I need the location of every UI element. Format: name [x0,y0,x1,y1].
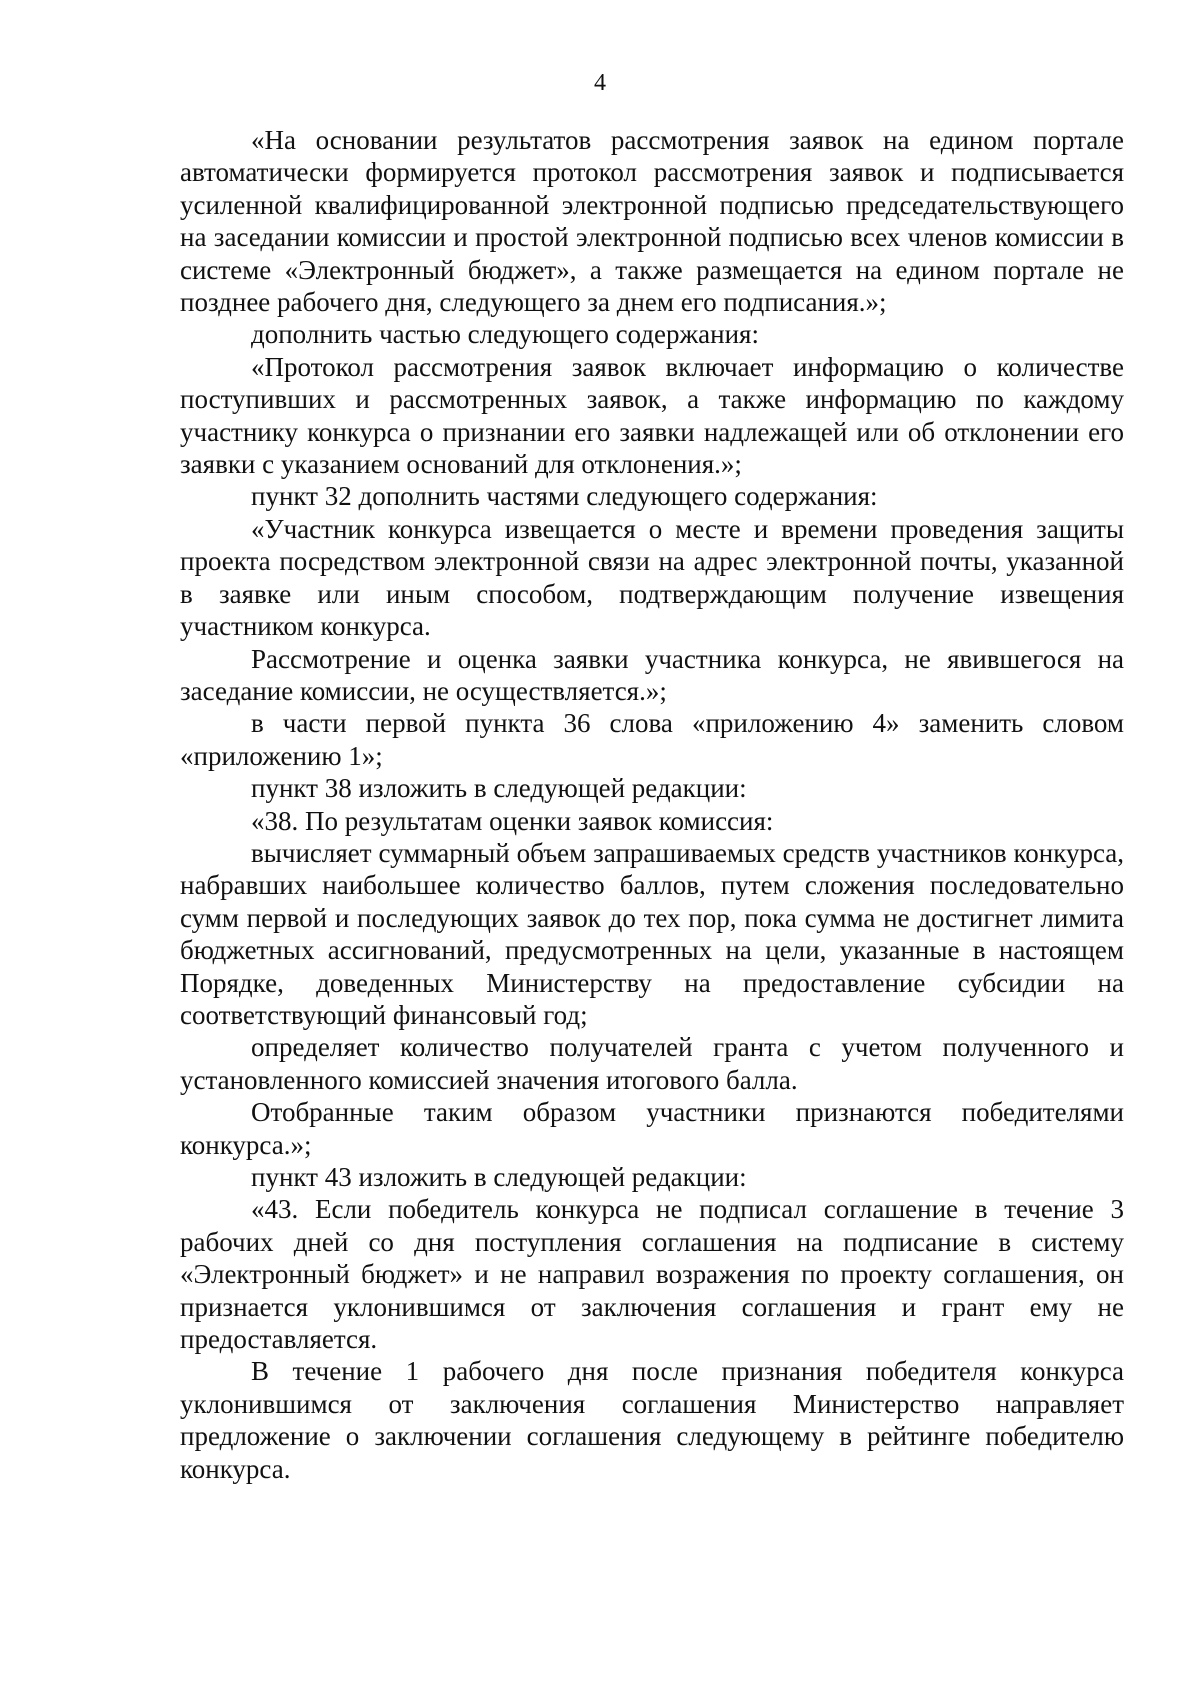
paragraph-next-winner: В течение 1 рабочего дня после признания победителя конкурса уклонившимся от заключения соглашения Министерство направляет предложение о заключении соглашения следующему в рейтинге победителю конкурса. [180,1356,1124,1484]
paragraph-calculation: вычисляет суммарный объем запрашиваемых средств участников конкурса, набравших наибольшее количество баллов, путем сложения последовательно сумм первой и последующих заявок до тех пор, пока сумма не достигнет лимита бюджетных ассигнований, предусмотренных на цели, указанные в настоящем Порядке, доведенных Министерству на предоставление субсидии на соответствующий финансовый год; [180,837,1124,1030]
paragraph-item-38-intro: пункт 38 изложить в следующей редакции: [251,773,747,804]
paragraph-item-38-heading: «38. По результатам оценки заявок комиссия: [251,805,774,836]
paragraph-no-show: Рассмотрение и оценка заявки участника конкурса, не явившегося на заседание комиссии, не осуществляется.»; [180,643,1124,706]
paragraph-add-part: дополнить частью следующего содержания: [251,319,759,350]
paragraph-protocol-signing: «На основании результатов рассмотрения заявок на едином портале автоматически формируется протокол рассмотрения заявок и подписывается усиленной квалифицированной электронной подписью председательствующего на заседании комиссии и простой электронной подписью всех членов комиссии в системе «Электронный бюджет», а также размещается на едином портале не позднее рабочего дня, следующего за днем его подписания.»; [180,125,1124,318]
paragraph-item-32: пункт 32 дополнить частями следующего содержания: [251,481,878,512]
paragraph-item-43-intro: пункт 43 изложить в следующей редакции: [251,1162,747,1192]
paragraph-recipients-count: определяет количество получателей гранта с учетом полученного и установленного комиссией значения итогового балла. [180,1032,1124,1095]
paragraph-protocol-contents: «Протокол рассмотрения заявок включает информацию о количестве поступивших и рассмотренных заявок, а также информацию по каждому участнику конкурса о признании его заявки надлежащей или об отклонении его заявки с указанием оснований для отклонения.»; [180,351,1124,480]
paragraph-winners: Отобранные таким образом участники признаются победителями конкурса.»; [180,1097,1124,1160]
page-number: 4 [594,70,606,96]
paragraph-item-43-text: «43. Если победитель конкурса не подписал соглашение в течение 3 рабочих дней со дня поступления соглашения на подписание в систему «Электронный бюджет» и не направил возражения по проекту соглашения, он признается уклонившимся от заключения соглашения и грант ему не предоставляется. [180,1194,1124,1355]
paragraph-participant-notice: «Участник конкурса извещается о месте и времени проведения защиты проекта посредством электронной связи на адрес электронной почты, указанной в заявке или иным способом, подтверждающим получение извещения участником конкурса. [180,513,1124,642]
paragraph-item-36: в части первой пункта 36 слова «приложению 4» заменить словом «приложению 1»; [180,708,1124,771]
document-body [180,124,1124,1485]
